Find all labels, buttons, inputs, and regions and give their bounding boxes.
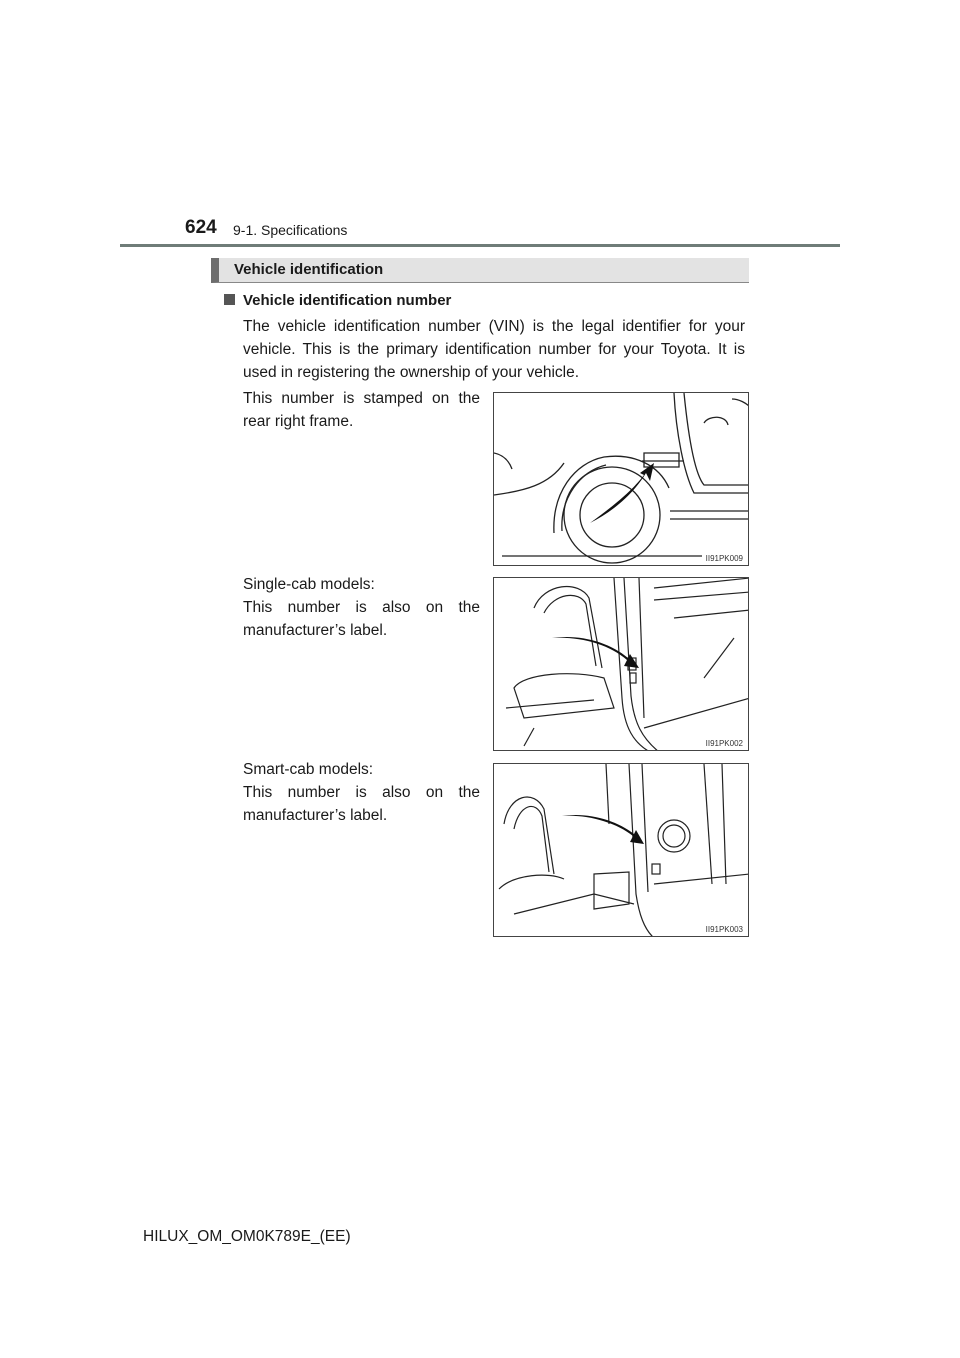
smart-cab-illustration: [494, 764, 749, 937]
item-smart-cab-description: [243, 758, 480, 827]
item-line: manufacturer’s label.: [243, 807, 388, 824]
square-bullet-icon: [224, 294, 235, 305]
item-line: This number is stamped on the: [243, 390, 480, 407]
item-line: This number is also on the: [243, 599, 480, 616]
item-line: manufacturer’s label.: [243, 622, 388, 639]
item-line: rear right frame.: [243, 413, 354, 430]
figure-code: II91PK003: [705, 925, 743, 934]
rear-frame-illustration: [494, 393, 749, 566]
figure-rear-frame: [493, 392, 749, 566]
subheading-text: Vehicle identification number: [243, 292, 452, 309]
figure-single-cab: [493, 577, 749, 751]
figure-smart-cab: [493, 763, 749, 937]
subheading: [224, 292, 451, 309]
vin-description: The vehicle identification number (VIN) is the legal identifier for your vehicle. This is the primary identification number for your Toyota. It is used in registering the ownership of your vehicle.: [243, 318, 745, 381]
item-single-cab-description: [243, 573, 480, 642]
section-heading-bar: [211, 258, 749, 283]
item-line: Single-cab models:: [243, 576, 375, 593]
item-line: This number is also on the: [243, 784, 480, 801]
single-cab-illustration: [494, 578, 749, 751]
section-title: Vehicle identification: [234, 261, 384, 278]
figure-code: II91PK009: [705, 554, 743, 563]
figure-code: II91PK002: [705, 739, 743, 748]
item-frame-description: [243, 387, 480, 433]
footer-code: HILUX_OM_OM0K789E_(EE): [143, 1228, 351, 1245]
page-number: 624: [185, 217, 217, 238]
item-line: Smart-cab models:: [243, 761, 374, 778]
section-path: 9-1. Specifications: [233, 222, 348, 238]
header-rule: [120, 244, 840, 247]
